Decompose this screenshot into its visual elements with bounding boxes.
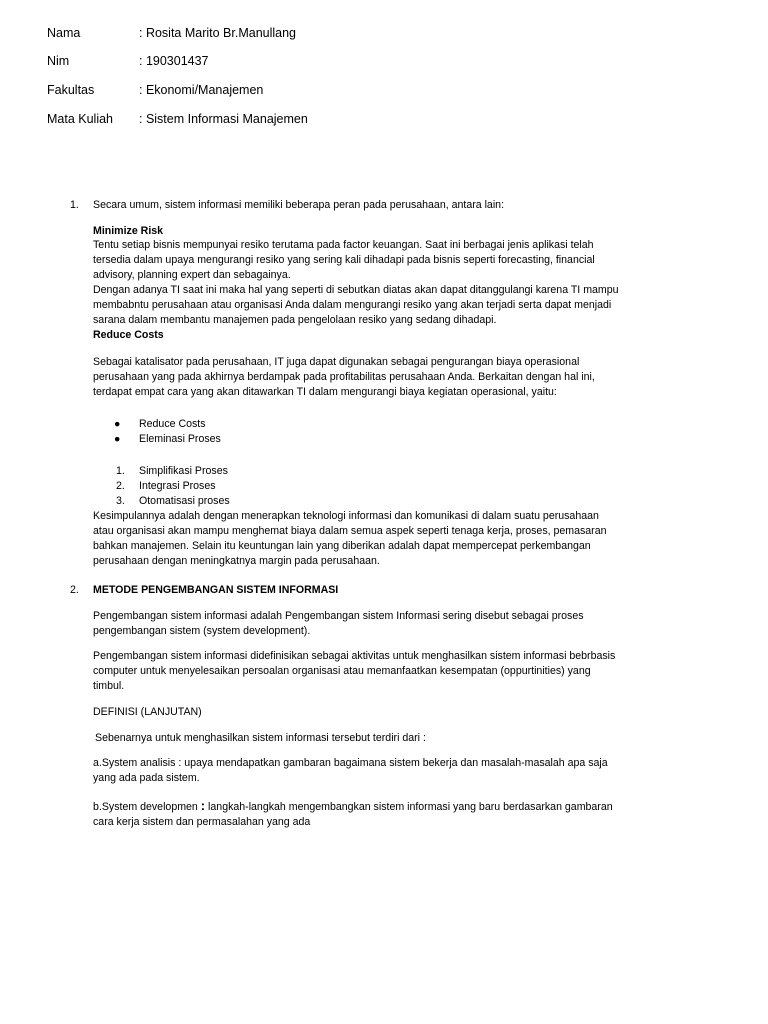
system-developmen-paragraph: [93, 798, 613, 830]
sebenarnya-line: Sebenarnya untuk menghasilkan sistem informasi tersebut terdiri dari :: [95, 732, 426, 744]
system-analisis-paragraph: [93, 756, 608, 786]
system-developmen-rest: langkah-langkah mengembangkan sistem informasi yang baru berdasarkan gambaran: [205, 801, 613, 813]
header-value-nim: : 190301437: [139, 54, 209, 68]
paragraph-line: pengembangan sistem (system development).: [93, 625, 311, 637]
paragraph-line: Pengembangan sistem informasi didefinisikan sebagai aktivitas untuk menghasilkan sistem informasi bebrbasis: [93, 650, 616, 662]
paragraph-line: sarana dalam membantu manajemen pada pengelolaan resiko yang sedang dihadapi.: [93, 314, 497, 326]
paragraph-line: Tentu setiap bisnis mempunyai resiko terutama pada factor keuangan. Saat ini berbagai jenis aplikasi telah: [93, 239, 594, 251]
paragraph-line: yang ada pada sistem.: [93, 772, 200, 784]
bullet-item: Eleminasi Proses: [139, 433, 221, 445]
numbered-item-text: Otomatisasi proses: [139, 495, 230, 507]
numbered-item-number: 2.: [116, 480, 125, 492]
paragraph-line: cara kerja sistem dan permasalahan yang ada: [93, 816, 311, 828]
minimize-risk-heading: Minimize Risk: [93, 225, 164, 237]
section1-intro: Secara umum, sistem informasi memiliki beberapa peran pada perusahaan, antara lain:: [93, 199, 505, 211]
system-developmen-prefix: b.System developmen: [93, 801, 201, 813]
header-label-nim: Nim: [47, 54, 70, 68]
definisi-heading: DEFINISI (LANJUTAN): [93, 706, 202, 718]
paragraph-line: perusahaan yang pada akhirnya berdampak pada profitabilitas perusahaan Anda. Berkaitan dengan hal ini,: [93, 371, 595, 383]
paragraph-line: Kesimpulannya adalah dengan menerapkan teknologi informasi dan komunikasi di dalam suatu perusahaan: [93, 510, 599, 522]
paragraph-line: terdapat empat cara yang akan ditawarkan TI dalam mengurangi biaya kegiatan operasional, yaitu:: [93, 386, 557, 398]
numbered-item-number: 3.: [116, 495, 125, 507]
paragraph-line: timbul.: [93, 680, 125, 692]
header-value-mata-kuliah: : Sistem Informasi Manajemen: [139, 112, 308, 126]
paragraph-line: bahkan manajemen. Selain itu keuntungan lain yang diberikan adalah dapat mempercepat perkembangan: [93, 540, 591, 552]
section2-paragraph-1: [93, 609, 584, 639]
minimize-risk-paragraph: [93, 238, 619, 328]
paragraph-line: computer untuk menyelesaikan persoalan organisasi atau memanfaatkan kesempatan (oppurtinities) yang: [93, 665, 591, 677]
paragraph-line: tersedia dalam upaya mengurangi resiko yang sering kali dihadapi pada bisnis seperti forecasting, financial: [93, 254, 595, 266]
paragraph-line: [93, 798, 613, 815]
paragraph-line: membabntu perusahaan atau organisasi Anda dalam mengurangi resiko yang akan terjadi serta dapat menjadi: [93, 299, 612, 311]
paragraph-line: atau organisasi akan mampu menghemat biaya dalam semua aspek seperti tenaga kerja, proses, pemasaran: [93, 525, 607, 537]
bullet-icon: ●: [114, 433, 121, 445]
paragraph-line: Dengan adanya TI saat ini maka hal yang seperti di sebutkan diatas akan dapat ditanggulangi karena TI mampu: [93, 284, 619, 296]
paragraph-line: perusahaan dengan meningkatnya margin pada perusahaan.: [93, 555, 380, 567]
header-label-mata-kuliah: Mata Kuliah: [47, 112, 114, 126]
numbered-item-text: Simplifikasi Proses: [139, 465, 228, 477]
paragraph-line: Pengembangan sistem informasi adalah Pengembangan sistem Informasi sering disebut sebagai proses: [93, 610, 584, 622]
numbered-item-number: 1.: [116, 465, 125, 477]
section2-paragraph-2: [93, 649, 615, 694]
bullet-item: Reduce Costs: [139, 418, 206, 430]
header-label-nama: Nama: [47, 26, 81, 40]
header-value-fakultas: : Ekonomi/Manajemen: [139, 83, 264, 97]
numbered-item-text: Integrasi Proses: [139, 480, 216, 492]
header-value-nama: : Rosita Marito Br.Manullang: [139, 26, 297, 40]
paragraph-line: a.System analisis : upaya mendapatkan gambaran bagaimana sistem bekerja dan masalah-masalah apa saja: [93, 757, 608, 769]
section2-heading: METODE PENGEMBANGAN SISTEM INFORMASI: [93, 584, 339, 596]
system-developmen-colon: :: [200, 798, 206, 813]
conclusion-paragraph: [93, 509, 607, 569]
reduce-costs-paragraph: [93, 355, 595, 400]
bullet-icon: ●: [114, 418, 121, 430]
paragraph-line: advisory, planning expert dan sebagainya.: [93, 269, 291, 281]
section1-number: 1.: [70, 199, 79, 211]
header-label-fakultas: Fakultas: [47, 83, 95, 97]
reduce-costs-heading: Reduce Costs: [93, 329, 164, 341]
section2-number: 2.: [70, 584, 79, 596]
paragraph-line: Sebagai katalisator pada perusahaan, IT juga dapat digunakan sebagai pengurangan biaya operasional: [93, 356, 580, 368]
